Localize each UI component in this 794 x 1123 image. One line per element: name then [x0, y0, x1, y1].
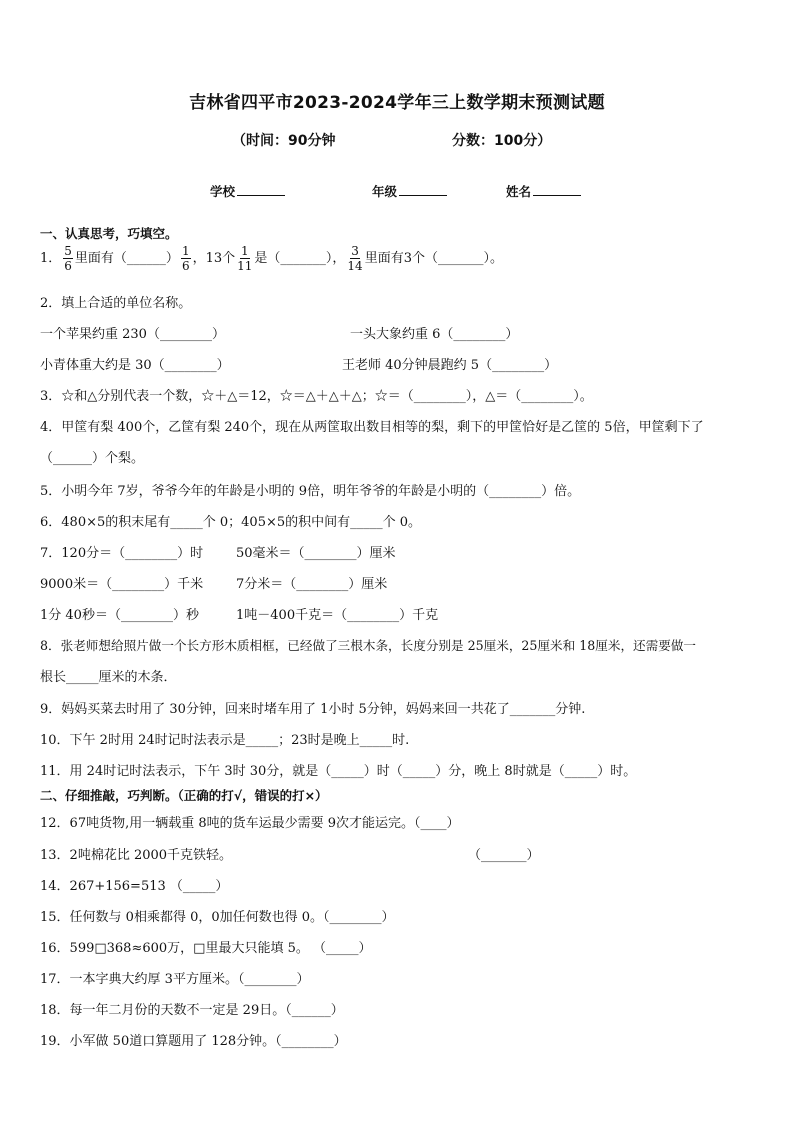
question-8-line1: 8．张老师想给照片做一个长方形木质相框，已经做了三根木条，长度分别是 25厘米，25厘米和 18厘米，还需要做一 [40, 638, 697, 653]
question-2a: 一个苹果约重 230（________） [40, 327, 225, 342]
fraction [347, 244, 362, 273]
question-7d: 7分米＝（________）厘米 [236, 577, 388, 592]
numerator: 3 [351, 244, 359, 258]
question-13: 13．2吨棉花比 2000千克铁轻。 [40, 848, 233, 863]
name-label: 姓名 [506, 184, 532, 199]
grade-label: 年级 [372, 184, 398, 199]
denominator: 11 [237, 259, 253, 273]
question-2d: 王老师 40分钟晨跑约 5（________） [342, 358, 558, 373]
question-7f: 1吨－400千克＝（________）千克 [236, 608, 439, 623]
question-7e: 1分 40秒＝（________）秒 [40, 608, 199, 623]
section-2-heading: 二、仔细推敲，巧判断。（正确的打√，错误的打×） [40, 788, 328, 803]
question-10: 10．下午 2时用 24时记时法表示是_____；23时是晚上_____时. [40, 733, 410, 748]
numerator: 5 [64, 244, 72, 258]
question-4-line1: 4．甲筐有梨 400个，乙筐有梨 240个，现在从两筐取出数目相等的梨，剩下的甲筐恰好是乙筐的 5倍，甲筐剩下了 [40, 420, 704, 435]
question-11: 11．用 24时记时法表示，下午 3时 30分，就是（_____）时（_____）分，晚上 8时就是（_____）时。 [40, 764, 637, 779]
question-number: 1． [40, 251, 62, 266]
question-7c: 9000米＝（________）千米 [40, 577, 204, 592]
question-12: 12．67吨货物,用一辆载重 8吨的货车运最少需要 9次才能运完。（____） [40, 816, 460, 831]
name-field [506, 182, 581, 200]
question-6: 6．480×5的积末尾有_____个 0；405×5的积中间有_____个 0。 [40, 515, 422, 530]
numerator: 1 [240, 244, 249, 258]
fraction [237, 244, 252, 273]
grade-field [372, 182, 447, 200]
question-2: 2．填上合适的单位名称。 [40, 296, 192, 311]
question-8-line2: 根长_____厘米的木条． [40, 670, 177, 685]
question-19: 19．小军做 50道口算题用了 128分钟。（________） [40, 1034, 347, 1049]
fraction [181, 244, 191, 273]
question-13-answer: （_______） [468, 848, 540, 863]
question-text: 里面有3个（_______）。 [364, 251, 503, 266]
question-17: 17．一本字典大约厚 3平方厘米。（________） [40, 972, 310, 987]
question-2c: 小青体重大约是 30（________） [40, 358, 230, 373]
school-blank [237, 183, 285, 196]
school-field [210, 182, 285, 200]
denominator: 6 [181, 259, 190, 273]
question-2b: 一头大象约重 6（________） [350, 327, 519, 342]
exam-time: （时间：90分钟 [232, 133, 336, 149]
question-5: 5．小明今年 7岁，爷爷今年的年龄是小明的 9倍，明年爷爷的年龄是小明的（________）倍。 [40, 484, 581, 499]
question-15: 15．任何数与 0相乘都得 0，0加任何数也得 0。（________） [40, 910, 395, 925]
numerator: 1 [181, 244, 190, 258]
question-14: 14．267+156=513 （_____） [40, 879, 229, 894]
question-text: 是（_______）， [254, 251, 346, 266]
exam-score: 分数：100分） [452, 133, 552, 149]
question-7a: 7．120分＝（________）时 [40, 546, 204, 561]
question-1 [40, 244, 503, 273]
section-1-heading: 一、认真思考，巧填空。 [40, 226, 178, 241]
denominator: 6 [64, 259, 72, 273]
question-18: 18．每一年二月份的天数不一定是 29日。（______） [40, 1003, 344, 1018]
question-7b: 50毫米＝（________）厘米 [236, 546, 396, 561]
page-title: 吉林省四平市2023-2024学年三上数学期末预测试题 [189, 93, 605, 113]
school-label: 学校 [210, 184, 236, 199]
question-16: 16．599□368≈600万，□里最大只能填 5。 （_____） [40, 941, 372, 956]
question-9: 9．妈妈买菜去时用了 30分钟，回来时堵车用了 1小时 5分钟，妈妈来回一共花了_______分钟. [40, 702, 586, 717]
question-text: ，13个 [192, 251, 236, 266]
name-blank [533, 183, 581, 196]
denominator: 14 [347, 259, 363, 273]
grade-blank [399, 183, 447, 196]
fraction [63, 244, 73, 273]
question-4-line2: （______）个梨。 [40, 451, 145, 466]
question-text: 里面有（______） [74, 251, 179, 266]
question-3: 3．☆和△分别代表一个数，☆＋△＝12，☆＝△＋△＋△；☆＝（________），△＝（________）。 [40, 389, 593, 404]
